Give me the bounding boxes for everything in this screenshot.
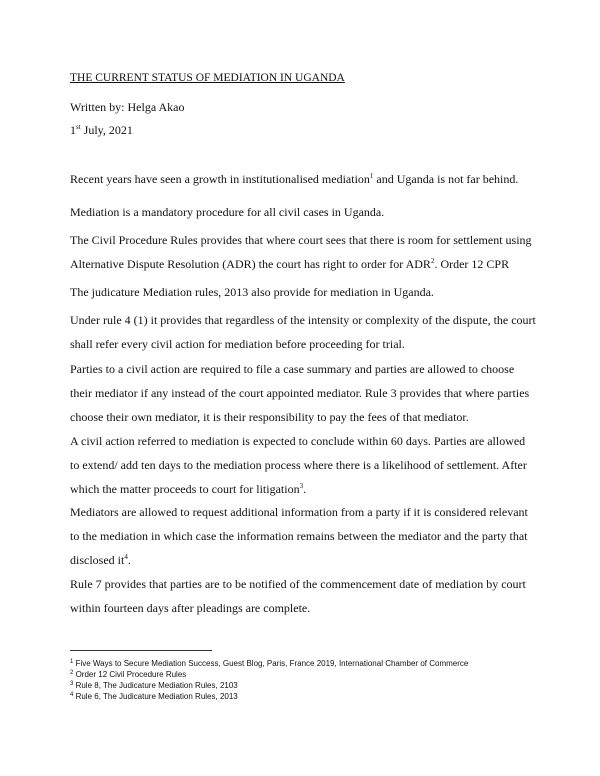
paragraph-line: Rule 7 provides that parties are to be notified of the commencement date of mediation by court <box>70 577 526 591</box>
paragraph-line: shall refer every civil action for mediation before proceeding for trial. <box>70 337 405 351</box>
paragraph-line: The Civil Procedure Rules provides that where court sees that there is room for settlement using <box>70 233 532 247</box>
footnote-number: 3 <box>70 681 74 687</box>
paragraph-text: which the matter proceeds to court for litigation <box>70 482 300 496</box>
paragraph-text: . <box>127 553 131 567</box>
paragraph-text: Recent years have seen a growth in institutionalised mediation <box>70 172 370 186</box>
paragraph-line: to extend/ add ten days to the mediation process where there is a likelihood of settlement. After <box>70 458 527 472</box>
footnote-ref: 2 <box>430 257 435 265</box>
paragraph-line: within fourteen days after pleadings are complete. <box>70 601 311 615</box>
paragraph-rule-4 <box>70 313 536 361</box>
paragraph-text: . Order 12 CPR <box>434 257 510 271</box>
paragraph-rule-7 <box>70 577 526 625</box>
paragraph-line: Under rule 4 (1) it provides that regardless of the intensity or complexity of the dispute, the court <box>70 313 536 327</box>
paragraph-growth <box>70 172 518 196</box>
paragraph-case-summary <box>70 362 529 434</box>
paragraph-line: to the mediation in which case the information remains between the mediator and the party that <box>70 529 528 543</box>
paragraph-text: . <box>303 482 307 496</box>
date-rest: July, 2021 <box>80 123 133 137</box>
footnote-number: 1 <box>70 659 74 665</box>
paragraph-line: Mediators are allowed to request additional information from a party if it is considered relevant <box>70 505 528 519</box>
footnote-ref: 3 <box>299 482 304 490</box>
paragraph-line: The judicature Mediation rules, 2013 also provide for mediation in Uganda. <box>70 285 434 299</box>
paragraph-additional-info <box>70 505 528 577</box>
footnote-ref: 4 <box>124 553 128 561</box>
paragraph-text: and Uganda is not far behind. <box>373 172 519 186</box>
footnote <box>70 680 468 691</box>
paragraph-text: disclosed it <box>70 553 125 567</box>
paragraph-line: their mediator if any instead of the court appointed mediator. Rule 3 provides that where parties <box>70 386 530 400</box>
footnote-separator <box>70 650 212 651</box>
paragraph-line: Parties to a civil action are required to file a case summary and parties are allowed to choose <box>70 362 515 376</box>
footnote-text: Rule 8, The Judicature Mediation Rules, 2103 <box>73 681 238 690</box>
paragraph-line: Mediation is a mandatory procedure for all civil cases in Uganda. <box>70 205 385 219</box>
footnote <box>70 658 468 669</box>
footnote-number: 4 <box>70 692 74 698</box>
footnote-number: 2 <box>70 670 74 676</box>
footnotes <box>70 658 468 702</box>
paragraph-line: A civil action referred to mediation is expected to conclude within 60 days. Parties are allowed <box>70 434 526 448</box>
author-line: Written by: Helga Akao <box>70 100 185 114</box>
footnote-text: Order 12 Civil Procedure Rules <box>73 670 187 679</box>
paragraph-line: choose their own mediator, it is their responsibility to pay the fees of that mediator. <box>70 410 469 424</box>
date-line <box>70 123 133 137</box>
date-day: 1 <box>70 123 76 137</box>
document-title: THE CURRENT STATUS OF MEDIATION IN UGANDA <box>70 72 345 84</box>
footnote-text: Five Ways to Secure Mediation Success, Guest Blog, Paris, France 2019, International Chamber of Commerce <box>73 659 469 668</box>
paragraph-mandatory <box>70 205 384 229</box>
date-suffix: st <box>76 123 81 131</box>
paragraph-60-days <box>70 434 527 506</box>
footnote <box>70 669 468 680</box>
footnote-ref: 1 <box>369 172 374 180</box>
footnote-text: Rule 6, The Judicature Mediation Rules, 2013 <box>73 692 238 701</box>
paragraph-civil-procedure <box>70 233 532 281</box>
paragraph-judicature-rules <box>70 285 434 309</box>
paragraph-text: Alternative Dispute Resolution (ADR) the court has right to order for ADR <box>70 257 431 271</box>
footnote <box>70 691 468 702</box>
